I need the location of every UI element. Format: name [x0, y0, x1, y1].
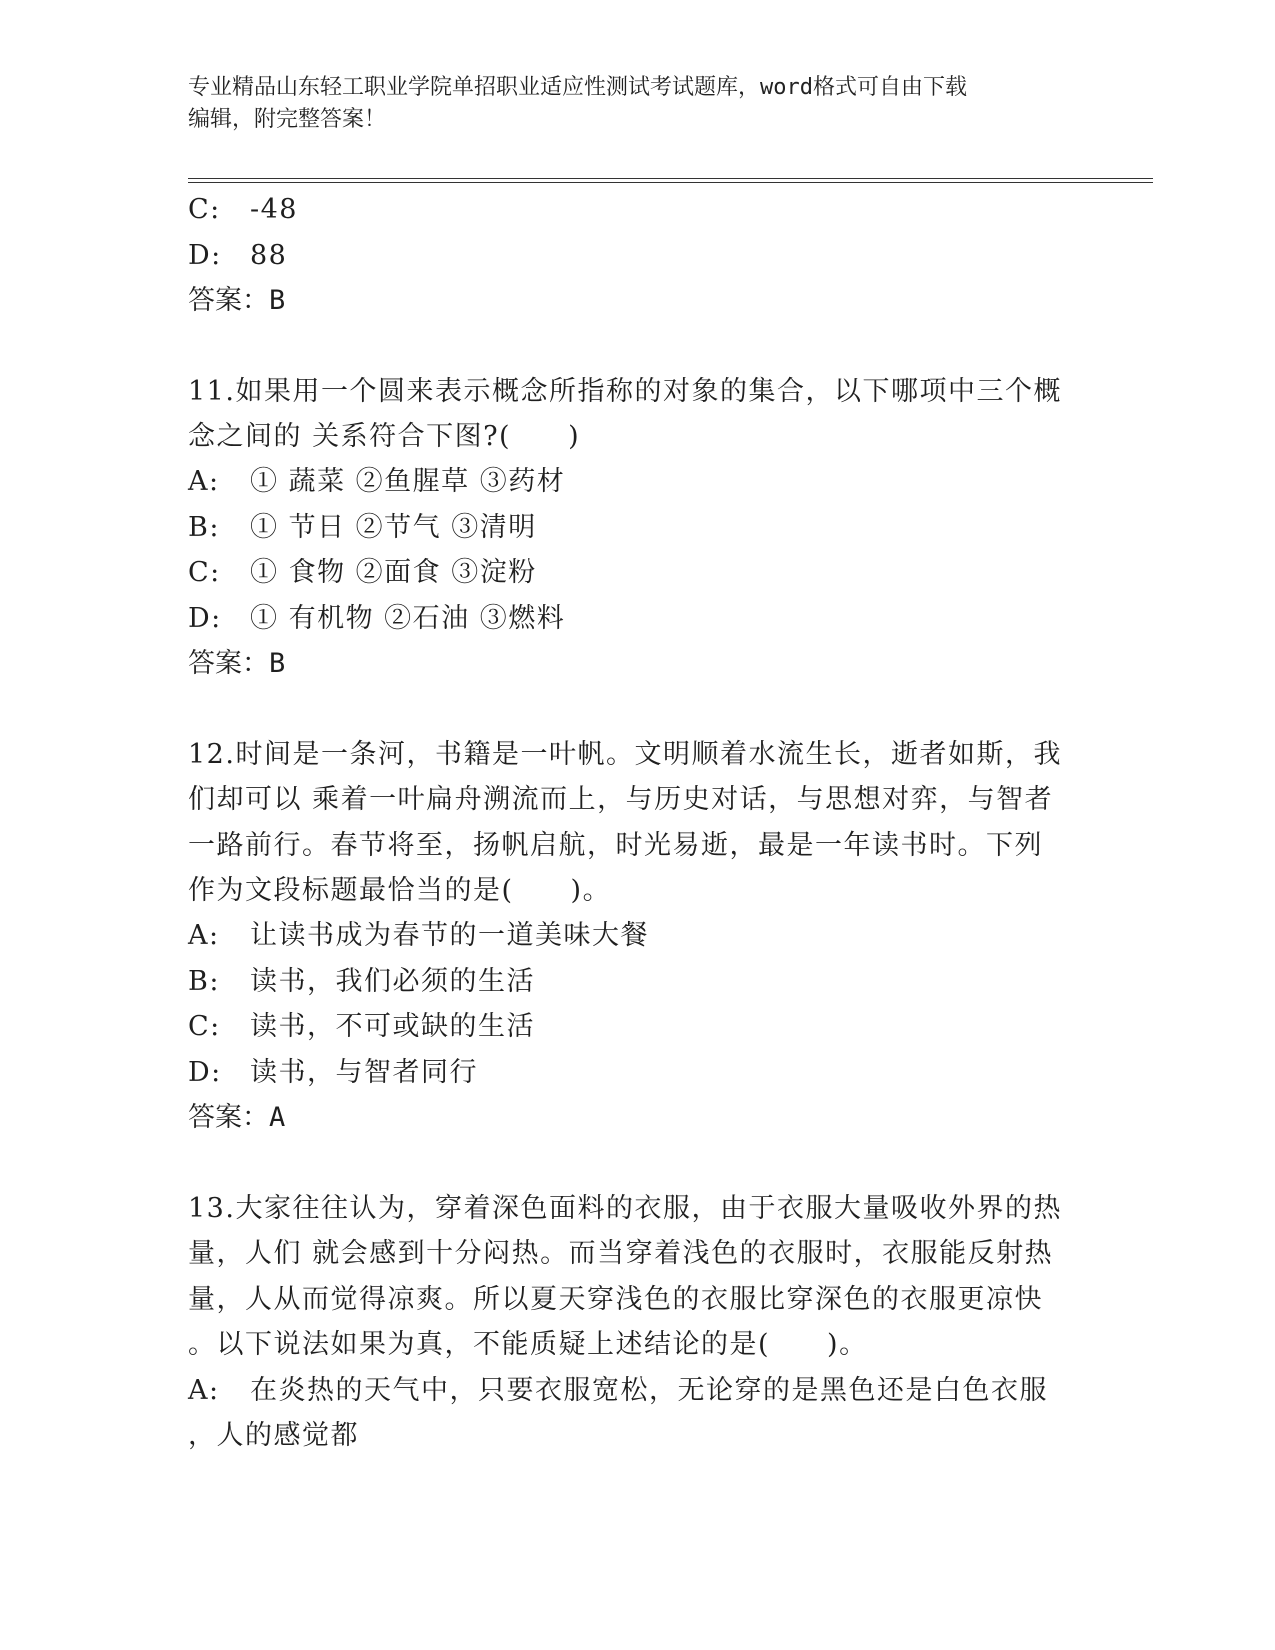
q13-stem-line-1: 13.大家往往认为，穿着深色面料的衣服，由于衣服大量吸收外界的热 — [188, 1193, 1062, 1224]
option-letter: A: — [188, 466, 220, 497]
option-letter: C: — [188, 194, 221, 225]
q11-stem-line-1: 11.如果用一个圆来表示概念所指称的对象的集合，以下哪项中三个概 — [188, 376, 1062, 407]
option-text: 读书，我们必须的生活 — [250, 966, 535, 997]
option-letter: B: — [188, 966, 220, 997]
q10-option-d — [188, 240, 287, 272]
q12-option-d — [188, 1057, 478, 1089]
q11-option-b — [188, 512, 537, 544]
option-letter: C: — [188, 557, 221, 588]
option-letter: D: — [188, 240, 222, 271]
option-text: 88 — [250, 240, 288, 271]
q11-stem-line-2: 念之间的 关系符合下图?( ) — [188, 421, 581, 452]
option-letter: A: — [188, 1375, 220, 1406]
option-text: ① 节日 ②节气 ③清明 — [250, 512, 537, 543]
q10-option-c — [188, 194, 298, 226]
q13-option-a — [188, 1375, 1048, 1407]
option-text: ① 有机物 ②石油 ③燃料 — [250, 603, 566, 634]
option-letter: D: — [188, 603, 222, 634]
q13-stem-line-2: 量，人们 就会感到十分闷热。而当穿着浅色的衣服时，衣服能反射热 — [188, 1238, 1054, 1269]
document-header — [188, 72, 1068, 136]
q11-option-d — [188, 603, 565, 635]
q12-answer: 答案：A — [188, 1102, 286, 1133]
q12-stem-line-1: 12.时间是一条河，书籍是一叶帆。文明顺着水流生长，逝者如斯，我 — [188, 739, 1062, 770]
q13-stem-line-3: 量，人从而觉得凉爽。所以夏天穿浅色的衣服比穿深色的衣服更凉快 — [188, 1284, 1043, 1315]
q12-stem-line-3: 一路前行。春节将至，扬帆启航，时光易逝，最是一年读书时。下列 — [188, 830, 1043, 861]
q12-stem-line-2: 们却可以 乘着一叶扁舟溯流而上，与历史对话，与思想对弈，与智者 — [188, 784, 1054, 815]
option-letter: D: — [188, 1057, 222, 1088]
q10-answer: 答案：B — [188, 285, 286, 316]
q12-option-c — [188, 1011, 535, 1043]
header-line-2: 编辑，附完整答案！ — [188, 107, 387, 132]
option-text: -48 — [250, 194, 298, 225]
header-divider-top — [188, 178, 1153, 179]
header-line-1: 专业精品山东轻工职业学院单招职业适应性测试考试题库，word格式可自由下载 — [188, 75, 967, 100]
q13-option-a-continued: ，人的感觉都 — [188, 1420, 359, 1451]
option-text: 在炎热的天气中，只要衣服宽松，无论穿的是黑色还是白色衣服 — [250, 1375, 1048, 1406]
q12-option-a — [188, 920, 649, 952]
option-text: 读书，与智者同行 — [250, 1057, 478, 1088]
option-text: 读书，不可或缺的生活 — [250, 1011, 535, 1042]
option-letter: A: — [188, 920, 220, 951]
q12-stem-line-4: 作为文段标题最恰当的是( )。 — [188, 875, 612, 906]
option-letter: B: — [188, 512, 220, 543]
q11-answer: 答案：B — [188, 648, 286, 679]
q12-option-b — [188, 966, 535, 998]
option-text: 让读书成为春节的一道美味大餐 — [250, 920, 649, 951]
header-divider-bottom — [188, 182, 1153, 183]
q11-option-c — [188, 557, 537, 589]
option-text: ① 蔬菜 ②鱼腥草 ③药材 — [250, 466, 566, 497]
q13-stem-line-4: 。以下说法如果为真，不能质疑上述结论的是( )。 — [188, 1329, 868, 1360]
q11-option-a — [188, 466, 565, 498]
option-text: ① 食物 ②面食 ③淀粉 — [250, 557, 537, 588]
option-letter: C: — [188, 1011, 221, 1042]
